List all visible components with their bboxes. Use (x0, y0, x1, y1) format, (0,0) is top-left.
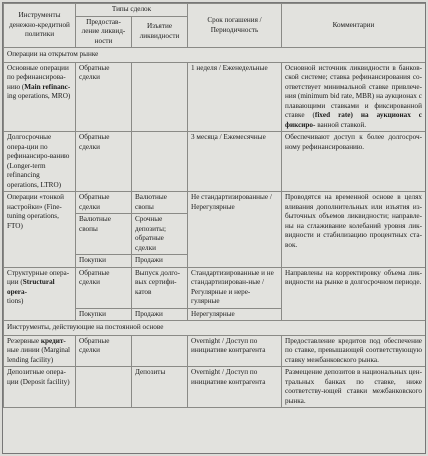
row-structural-provision-2: Покупки (76, 308, 132, 321)
row-lending-withdrawal (132, 335, 188, 367)
row-ltro-name: Долгосрочные опера-ции по рефинансиро-ванию (Longer-term refinancing operations, LTRO) (4, 132, 76, 192)
row-ltro-maturity: 3 месяца / Ежемесячные (188, 132, 282, 192)
row-lending-maturity: Overnight / Доступ по инициативе контрагента (188, 335, 282, 367)
row-structural-comment: Направлены на корректировку объема лик-видности на рынке в долгосрочном периоде. (282, 267, 426, 321)
header-withdrawal: Изъятие ликвидности (132, 16, 188, 48)
header-deal-types: Типы сделок (76, 4, 188, 17)
row-structural-name-text: Структурные опера-ции ( (7, 268, 70, 286)
row-fto-withdrawal-3: Продажи (132, 255, 188, 268)
header-comments: Комментарии (282, 4, 426, 48)
row-lending-name-tail: ные линии (Marginal lending facility) (7, 346, 71, 364)
row-structural-name-bold: Structural opera- (7, 278, 55, 296)
table-row-mro (4, 62, 426, 132)
row-ltro-withdrawal (132, 132, 188, 192)
table-row-ltro (4, 132, 426, 192)
row-deposit-maturity: Overnight / Доступ по инициативе контрагента (188, 367, 282, 408)
row-mro-comment-tail: ванной ставкой. (317, 120, 366, 129)
header-maturity: Срок погашения / Периодичность (188, 4, 282, 48)
table-row-lending (4, 335, 426, 367)
row-deposit-name: Депозитные опера-ции (Deposit facility) (4, 367, 76, 408)
header-instruments: Инструменты денежно-кредитной политики (4, 4, 76, 48)
row-fto-provision-2: Валютные свопы (76, 214, 132, 255)
row-fto-provision-3: Покупки (76, 255, 132, 268)
table-row-deposit (4, 367, 426, 408)
row-lending-name-text: Резервные (7, 336, 41, 345)
row-fto-comment: Проводятся на временной основе в целях вливания дополнительных или изъятия из-быточных объемов ликвидности; направле-ны на сглаживание колебаний уровня лик-видности и стабилизацию процентных ста-вок. (282, 192, 426, 268)
row-mro-withdrawal (132, 62, 188, 132)
section-open-market: Операции на открытом рынке (4, 48, 426, 63)
row-mro-maturity: 1 неделя / Еженедельные (188, 62, 282, 132)
row-lending-name-bold: кредит- (40, 336, 66, 345)
row-mro-comment-text: Основной источник ликвидности в банков-ской системе; ставка рефинансирования со-ответствует минимальной ставке привлече-ния (minimum bid rate, MBR) на аукционах с плавающими ставками и фиксированной ставке ( (285, 63, 422, 119)
row-structural-withdrawal-1: Выпуск долго-вых сертифи-катов (132, 267, 188, 308)
row-deposit-comment: Размещение депозитов в национальных цен-тральных банках по ставке, ниже соответству-ющей ставки межбанковского рынка. (282, 367, 426, 408)
row-mro-name-text: Основные операции по рефинансирова-нию ( (7, 63, 69, 91)
header-provision: Предостав-ление ликвид-ности (76, 16, 132, 48)
row-lending-name (4, 335, 76, 367)
row-deposit-withdrawal: Депозиты (132, 367, 188, 408)
row-structural-maturity-1: Стандартизированные и не стандартизирован-ные / Регулярные и нере-гулярные (188, 267, 282, 308)
policy-instruments-table (3, 3, 426, 408)
row-ltro-comment: Обеспечивают доступ к более долгосроч-ному рефинансированию. (282, 132, 426, 192)
row-fto-provision-1: Обратные сделки (76, 192, 132, 214)
row-mro-provision: Обратные сделки (76, 62, 132, 132)
row-structural-name (4, 267, 76, 321)
row-structural-maturity-2: Нерегулярные (188, 308, 282, 321)
table-row-structural (4, 267, 426, 308)
row-lending-comment: Предоставление кредитов под обеспечение по ставке, превышающей соответствующую ставку межбанковского рынка. (282, 335, 426, 367)
section-standing-facilities: Инструменты, действующие на постоянной основе (4, 321, 426, 336)
row-mro-name (4, 62, 76, 132)
row-deposit-provision (76, 367, 132, 408)
row-mro-comment (282, 62, 426, 132)
row-mro-name-tail: ing operations, MRO) (7, 92, 71, 100)
row-fto-withdrawal-2: Срочные депозиты; обратные сделки (132, 214, 188, 255)
row-structural-provision-1: Обратные сделки (76, 267, 132, 308)
row-structural-name-tail: tions) (7, 297, 24, 305)
row-lending-provision: Обратные сделки (76, 335, 132, 367)
row-fto-withdrawal-1: Валютные свопы (132, 192, 188, 214)
row-mro-name-bold: Main refinanc- (24, 82, 71, 91)
row-structural-withdrawal-2: Продажи (132, 308, 188, 321)
row-fto-maturity: Не стандартизированные / Нерегулярные (188, 192, 282, 268)
policy-instruments-table-frame (2, 2, 426, 454)
row-ltro-provision: Обратные сделки (76, 132, 132, 192)
table-row-fto (4, 192, 426, 214)
row-fto-name: Операции «тонкой настройки» (Fine-tuning operations, FTO) (4, 192, 76, 268)
row-mro-comment-bold: fixed rate) на аукционах с фиксиро- (285, 111, 422, 129)
